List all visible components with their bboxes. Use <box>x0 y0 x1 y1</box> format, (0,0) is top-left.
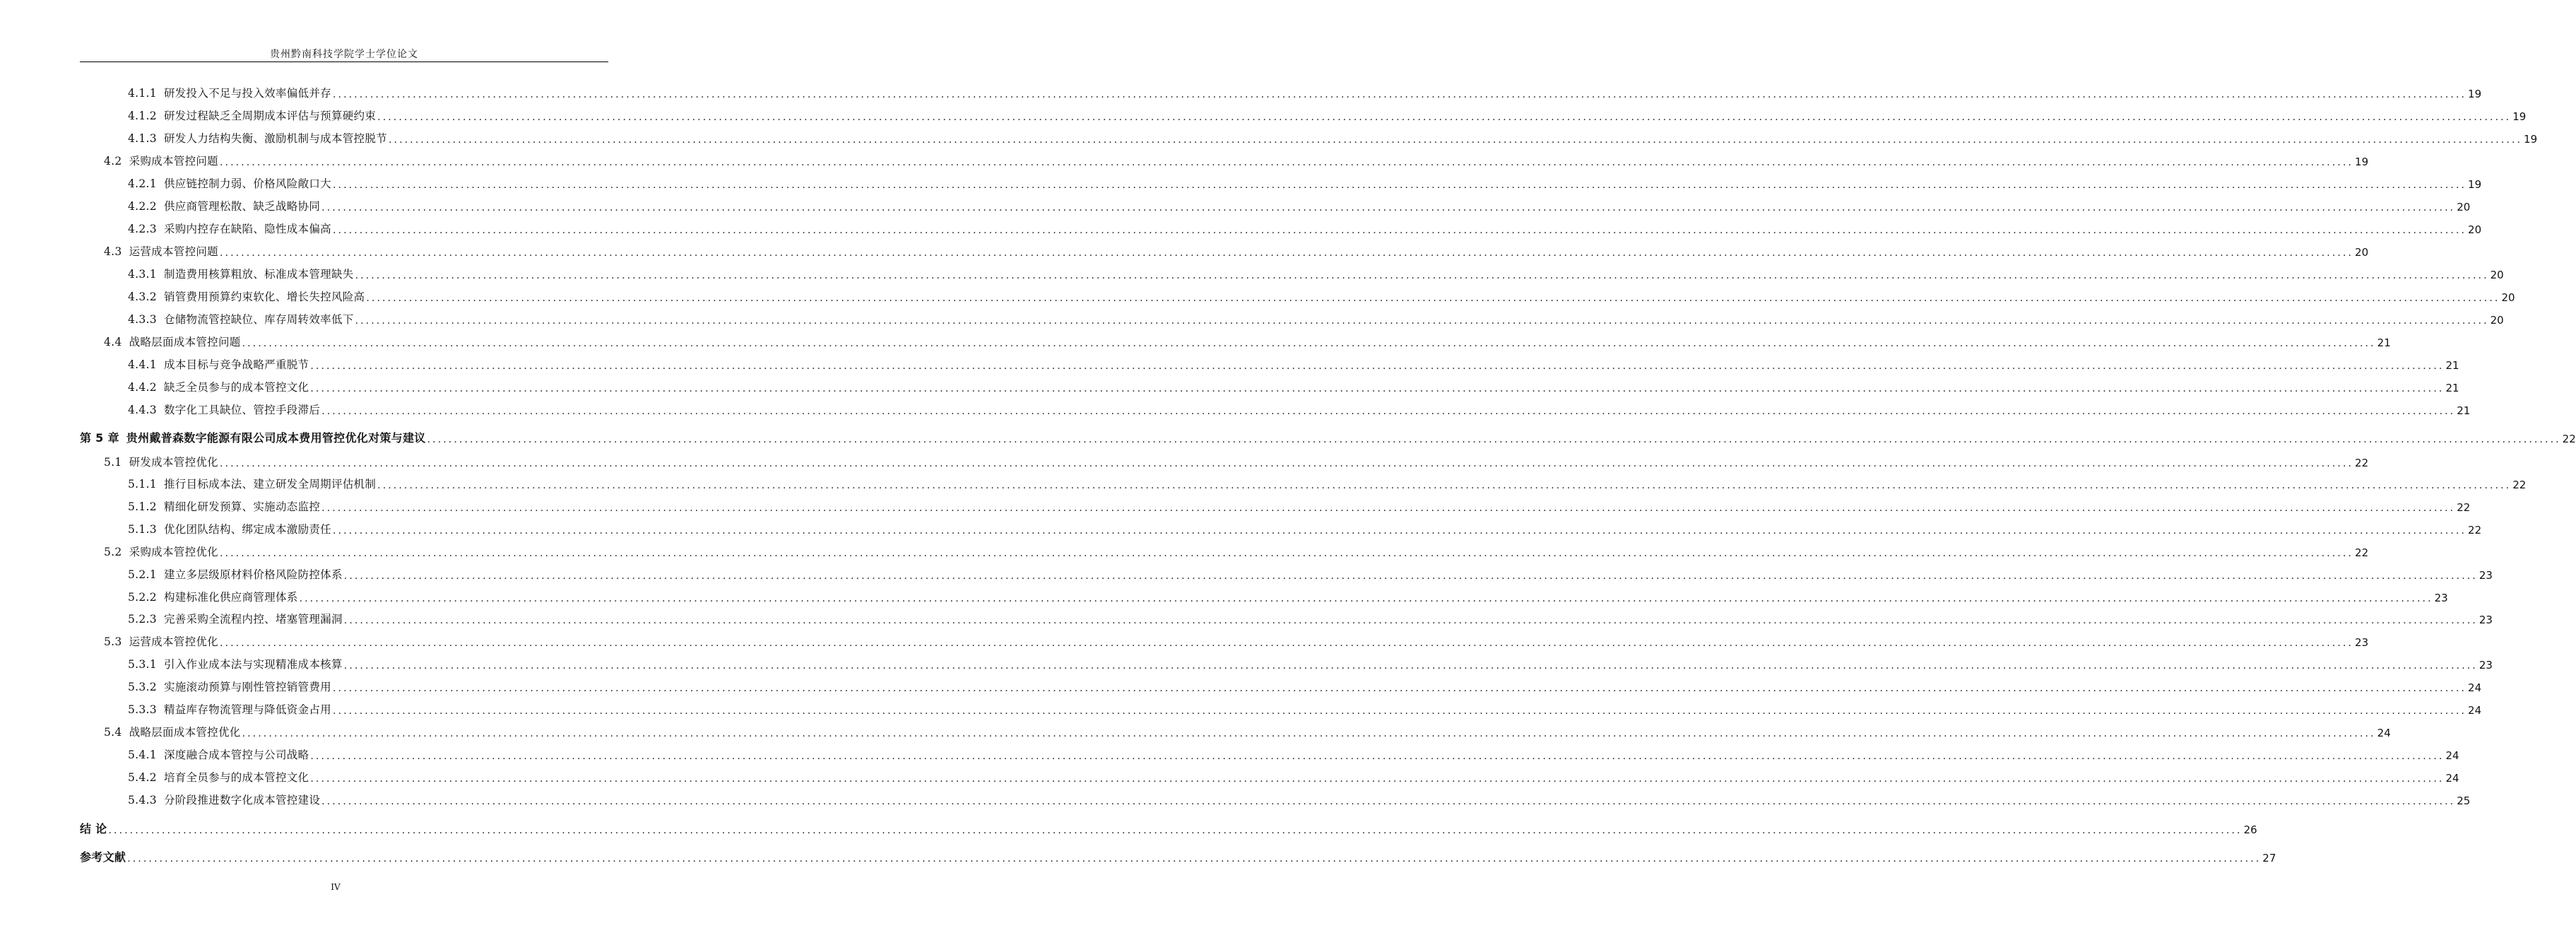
toc-entry-text: 运营成本管控问题 <box>129 245 218 258</box>
toc-entry-page: 24 <box>2445 749 2459 762</box>
toc-entry-page: 20 <box>2457 201 2471 213</box>
toc-entry-title <box>104 334 241 349</box>
toc-entry-text: 精细化研发预算、实施动态监控 <box>163 500 321 513</box>
toc-entry[interactable] <box>128 197 2471 213</box>
toc-dot-leader: ................................................................................................................................................................................................................................................................................................................................................................................................................ <box>242 728 2376 739</box>
toc-entry-text: 制造费用核算粗放、标准成本管理缺失 <box>163 268 354 281</box>
toc-entry-text: 运营成本管控优化 <box>129 635 218 648</box>
toc-entry-page: 21 <box>2377 336 2391 349</box>
toc-dot-leader: ................................................................................................................................................................................................................................................................................................................................................................................................................ <box>310 751 2445 762</box>
toc-entry[interactable] <box>128 83 2482 100</box>
toc-dot-leader: ................................................................................................................................................................................................................................................................................................................................................................................................................ <box>310 773 2445 785</box>
toc-entry-text: 建立多层级原材料价格风险防控体系 <box>163 568 343 581</box>
toc-entry-page: 19 <box>2355 156 2369 168</box>
toc-entry-text: 采购成本管控优化 <box>129 546 218 558</box>
toc-entry[interactable] <box>104 722 2391 739</box>
toc-entry-page: 22 <box>2512 479 2527 491</box>
toc-entry[interactable] <box>128 609 2493 626</box>
toc-dot-leader: ................................................................................................................................................................................................................................................................................................................................................................................................................ <box>366 293 2500 304</box>
toc-entry[interactable] <box>128 174 2482 191</box>
toc-dot-leader: ................................................................................................................................................................................................................................................................................................................................................................................................................ <box>332 89 2467 100</box>
toc-entry-title <box>104 724 241 739</box>
toc-entry-number: 5.4.3 <box>128 794 157 807</box>
toc-entry-title <box>104 243 218 259</box>
toc-entry-number: 5.2.2 <box>128 591 157 604</box>
toc-entry-text: 战略层面成本管控问题 <box>129 336 241 348</box>
toc-entry-number: 4.3.1 <box>128 268 157 281</box>
toc-entry-number: 5.3.2 <box>128 681 157 693</box>
toc-entry[interactable] <box>128 377 2459 394</box>
toc-entry-title <box>128 679 331 694</box>
toc-entry-page: 20 <box>2490 269 2504 281</box>
toc-dot-leader: ................................................................................................................................................................................................................................................................................................................................................................................................................ <box>310 383 2445 394</box>
toc-entry-text: 战略层面成本管控优化 <box>129 726 241 739</box>
page-header-title: 贵州黔南科技学院学士学位论文 <box>270 49 418 60</box>
toc-entry-text: 研发过程缺乏全周期成本评估与预算硬约束 <box>163 110 377 122</box>
toc-entry[interactable] <box>128 520 2482 536</box>
toc-dot-leader: ................................................................................................................................................................................................................................................................................................................................................................................................................ <box>427 434 2561 445</box>
toc-dot-leader: ................................................................................................................................................................................................................................................................................................................................................................................................................ <box>355 270 2489 281</box>
toc-entry-text: 精益库存物流管理与降低资金占用 <box>163 703 331 716</box>
toc-entry-number: 4.3 <box>104 245 122 258</box>
toc-entry[interactable] <box>80 428 2576 445</box>
toc-entry-title <box>128 769 309 785</box>
toc-entry-text: 推行目标成本法、建立研发全周期评估机制 <box>163 478 377 491</box>
toc-dot-leader: ................................................................................................................................................................................................................................................................................................................................................................................................................ <box>310 360 2445 372</box>
toc-entry-title <box>128 521 331 536</box>
toc-dot-leader: ................................................................................................................................................................................................................................................................................................................................................................................................................ <box>219 458 2354 469</box>
toc-entry-title <box>128 266 354 281</box>
toc-entry-title <box>104 544 218 559</box>
toc-entry-title <box>128 130 387 146</box>
toc-entry-page: 26 <box>2243 823 2257 836</box>
toc-dot-leader: ................................................................................................................................................................................................................................................................................................................................................................................................................ <box>299 593 2433 604</box>
toc-entry-page: 23 <box>2434 592 2448 604</box>
toc-entry-text: 供应链控制力弱、价格风险敞口大 <box>163 177 331 190</box>
toc-dot-leader: ................................................................................................................................................................................................................................................................................................................................................................................................................ <box>332 225 2467 236</box>
toc-entry[interactable] <box>128 768 2459 785</box>
toc-entry-text: 深度融合成本管控与公司战略 <box>163 749 309 761</box>
toc-entry-title <box>104 153 218 168</box>
toc-entry-text: 数字化工具缺位、管控手段滞后 <box>163 404 321 416</box>
toc-entry-number: 4.4.1 <box>128 358 157 371</box>
page-number: IV <box>331 882 341 892</box>
toc-dot-leader: ................................................................................................................................................................................................................................................................................................................................................................................................................ <box>343 570 2478 582</box>
toc-entry[interactable] <box>128 497 2471 514</box>
toc-entry-page: 19 <box>2512 110 2527 123</box>
toc-entry-title <box>128 107 376 123</box>
toc-entry-number: 5.1.3 <box>128 523 157 536</box>
toc-entry-number: 5.3 <box>104 635 122 648</box>
toc-entry-text: 采购成本管控问题 <box>129 155 218 168</box>
toc-entry[interactable] <box>128 677 2482 694</box>
toc-entry-title <box>128 611 343 626</box>
toc-entry-page: 20 <box>2355 246 2369 259</box>
toc-entry[interactable] <box>104 632 2369 649</box>
toc-entry-page: 22 <box>2468 524 2482 536</box>
toc-entry[interactable] <box>104 332 2391 349</box>
toc-entry-title <box>80 820 107 836</box>
toc-dot-leader: ................................................................................................................................................................................................................................................................................................................................................................................................................ <box>219 247 2354 259</box>
toc-entry-page: 23 <box>2355 636 2369 649</box>
toc-entry[interactable] <box>128 565 2493 582</box>
toc-entry-title <box>128 198 320 213</box>
toc-dot-leader: ................................................................................................................................................................................................................................................................................................................................................................................................................ <box>321 503 2456 514</box>
toc-entry[interactable] <box>128 106 2527 123</box>
toc-dot-leader: ................................................................................................................................................................................................................................................................................................................................................................................................................ <box>219 157 2354 168</box>
toc-dot-leader: ................................................................................................................................................................................................................................................................................................................................................................................................................ <box>355 315 2489 327</box>
toc-entry[interactable] <box>128 287 2515 304</box>
toc-entry-title <box>128 85 331 100</box>
toc-entry-text: 完善采购全流程内控、堵塞管理漏洞 <box>163 613 343 626</box>
toc-entry-title <box>104 633 218 649</box>
toc-entry-title <box>128 401 320 417</box>
toc-entry-page: 23 <box>2478 659 2493 672</box>
toc-entry-text: 仓储物流管控缺位、库存周转效率低下 <box>163 313 354 326</box>
toc-entry-title <box>128 498 320 514</box>
toc-entry-page: 24 <box>2468 681 2482 694</box>
toc-entry-page: 27 <box>2262 852 2276 864</box>
toc-entry-page: 22 <box>2457 501 2471 514</box>
toc-entry-number: 5.2.3 <box>128 613 157 626</box>
toc-entry-number: 4.2.2 <box>128 200 157 213</box>
toc-entry-page: 22 <box>2355 457 2369 469</box>
toc-dot-leader: ................................................................................................................................................................................................................................................................................................................................................................................................................ <box>343 615 2478 626</box>
toc-entry-number: 5.4.2 <box>128 771 157 784</box>
toc-entry-text: 优化团队结构、绑定成本激励责任 <box>163 523 331 536</box>
toc-entry-title <box>128 746 309 762</box>
toc-entry-text: 分阶段推进数字化成本管控建设 <box>163 794 321 807</box>
toc-entry-number: 4.1.1 <box>128 87 157 100</box>
toc-entry-title <box>128 589 298 604</box>
toc-entry-text: 贵州戴普森数字能源有限公司成本费用管控优化对策与建议 <box>126 431 426 445</box>
toc-entry-title <box>80 848 126 864</box>
toc-entry-number: 4.2.1 <box>128 177 157 190</box>
toc-entry[interactable] <box>128 264 2504 281</box>
toc-entry-number: 4.4 <box>104 336 122 348</box>
toc-entry-text: 成本目标与竞争战略严重脱节 <box>163 358 309 371</box>
toc-entry-page: 19 <box>2524 133 2538 146</box>
toc-dot-leader: ................................................................................................................................................................................................................................................................................................................................................................................................................ <box>343 660 2478 672</box>
toc-entry-page: 21 <box>2445 382 2459 394</box>
toc-entry-page: 20 <box>2490 314 2504 327</box>
toc-entry-text: 参考文献 <box>80 850 126 864</box>
toc-dot-leader: ................................................................................................................................................................................................................................................................................................................................................................................................................ <box>377 480 2512 491</box>
toc-entry-number: 4.3.3 <box>128 313 157 326</box>
toc-entry-number: 5.2.1 <box>128 568 157 581</box>
toc-dot-leader: ................................................................................................................................................................................................................................................................................................................................................................................................................ <box>127 853 2262 864</box>
toc-entry[interactable] <box>128 400 2471 417</box>
toc-entry[interactable] <box>128 355 2459 372</box>
toc-entry-number: 4.4.2 <box>128 381 157 394</box>
toc-entry-title <box>128 379 309 394</box>
toc-entry-page: 23 <box>2478 569 2493 582</box>
toc-entry-title <box>80 429 426 445</box>
toc-entry-number: 4.3.2 <box>128 291 157 303</box>
toc-entry-number: 4.1.2 <box>128 110 157 122</box>
toc-dot-leader: ................................................................................................................................................................................................................................................................................................................................................................................................................ <box>219 638 2354 649</box>
toc-entry[interactable] <box>128 474 2527 491</box>
toc-entry-title <box>128 175 331 191</box>
toc-entry-title <box>128 356 309 372</box>
toc-entry[interactable] <box>128 655 2493 672</box>
toc-entry-page: 24 <box>2445 772 2459 785</box>
toc-dot-leader: ................................................................................................................................................................................................................................................................................................................................................................................................................ <box>377 112 2512 123</box>
toc-entry-page: 21 <box>2445 359 2459 372</box>
toc-entry-title <box>104 454 218 469</box>
toc-entry-number: 4.4.3 <box>128 404 157 416</box>
toc-entry[interactable] <box>128 219 2482 236</box>
toc-entry[interactable] <box>128 745 2459 762</box>
toc-entry[interactable] <box>104 452 2369 469</box>
toc-entry-page: 25 <box>2457 794 2471 807</box>
toc-entry[interactable] <box>80 848 2276 864</box>
toc-dot-leader: ................................................................................................................................................................................................................................................................................................................................................................................................................ <box>332 683 2467 694</box>
toc-entry[interactable] <box>104 242 2369 259</box>
toc-entry-title <box>128 656 343 672</box>
toc-entry-title <box>128 701 331 717</box>
toc-entry-text: 实施滚动预算与刚性管控销管费用 <box>163 681 331 693</box>
toc-entry-number: 5.1 <box>104 456 122 469</box>
toc-entry-text: 培育全员参与的成本管控文化 <box>163 771 309 784</box>
toc-entry-page: 23 <box>2478 614 2493 626</box>
toc-entry[interactable] <box>128 310 2504 327</box>
toc-entry[interactable] <box>104 542 2369 559</box>
toc-entry-text: 研发投入不足与投入效率偏低并存 <box>163 87 331 100</box>
toc-entry-text: 引入作业成本法与实现精准成本核算 <box>163 658 343 671</box>
toc-entry[interactable] <box>80 819 2257 836</box>
toc-dot-leader: ................................................................................................................................................................................................................................................................................................................................................................................................................ <box>321 406 2456 417</box>
toc-entry-number: 4.1.3 <box>128 132 157 145</box>
header-divider <box>80 61 608 62</box>
toc-entry-text: 供应商管理松散、缺乏战略协同 <box>163 200 321 213</box>
toc-entry[interactable] <box>104 151 2369 168</box>
toc-dot-leader: ................................................................................................................................................................................................................................................................................................................................................................................................................ <box>242 338 2376 349</box>
toc-dot-leader: ................................................................................................................................................................................................................................................................................................................................................................................................................ <box>321 202 2456 213</box>
toc-entry[interactable] <box>128 700 2482 717</box>
toc-entry-number: 第 5 章 <box>80 431 119 445</box>
toc-entry-page: 22 <box>2562 433 2576 445</box>
toc-entry-number: 4.2.3 <box>128 223 157 235</box>
toc-entry-text: 采购内控存在缺陷、隐性成本偏高 <box>163 223 331 235</box>
toc-entry-number: 5.4.1 <box>128 749 157 761</box>
toc-entry-title <box>128 476 376 491</box>
toc-entry-number: 5.4 <box>104 726 122 739</box>
toc-entry-number: 5.3.1 <box>128 658 157 671</box>
toc-entry-title <box>128 288 365 304</box>
toc-entry-page: 20 <box>2501 291 2515 304</box>
toc-entry-page: 24 <box>2377 727 2391 739</box>
toc-dot-leader: ................................................................................................................................................................................................................................................................................................................................................................................................................ <box>388 134 2523 146</box>
toc-entry-text: 缺乏全员参与的成本管控文化 <box>163 381 309 394</box>
toc-dot-leader: ................................................................................................................................................................................................................................................................................................................................................................................................................ <box>321 796 2456 807</box>
toc-entry-title <box>128 221 331 236</box>
toc-entry-page: 21 <box>2457 404 2471 417</box>
toc-entry-number: 4.2 <box>104 155 122 168</box>
toc-entry-page: 22 <box>2355 546 2369 559</box>
toc-entry-text: 研发成本管控优化 <box>129 456 218 469</box>
toc-entry-title <box>128 792 320 807</box>
toc-dot-leader: ................................................................................................................................................................................................................................................................................................................................................................................................................ <box>332 705 2467 717</box>
toc-entry-text: 研发人力结构失衡、激励机制与成本管控脱节 <box>163 132 387 145</box>
toc-dot-leader: ................................................................................................................................................................................................................................................................................................................................................................................................................ <box>332 180 2467 191</box>
toc-entry-page: 20 <box>2468 223 2482 236</box>
toc-dot-leader: ................................................................................................................................................................................................................................................................................................................................................................................................................ <box>219 548 2354 559</box>
toc-entry-page: 19 <box>2468 88 2482 100</box>
toc-entry-number: 5.2 <box>104 546 122 558</box>
toc-entry-page: 24 <box>2468 704 2482 717</box>
toc-entry[interactable] <box>128 790 2471 807</box>
toc-entry[interactable] <box>128 587 2448 604</box>
toc-dot-leader: ................................................................................................................................................................................................................................................................................................................................................................................................................ <box>332 525 2467 536</box>
toc-entry-number: 5.1.1 <box>128 478 157 491</box>
toc-entry-text: 销管费用预算约束软化、增长失控风险高 <box>163 291 365 303</box>
toc-dot-leader: ................................................................................................................................................................................................................................................................................................................................................................................................................ <box>108 825 2243 836</box>
toc-entry-number: 5.3.3 <box>128 703 157 716</box>
toc-entry[interactable] <box>128 129 2538 146</box>
toc-entry-title <box>128 311 354 327</box>
toc-entry-text: 构建标准化供应商管理体系 <box>163 591 298 604</box>
toc-entry-page: 19 <box>2468 178 2482 191</box>
toc-entry-number: 5.1.2 <box>128 500 157 513</box>
toc-entry-title <box>128 566 343 582</box>
toc-entry-text: 结 论 <box>80 822 107 835</box>
